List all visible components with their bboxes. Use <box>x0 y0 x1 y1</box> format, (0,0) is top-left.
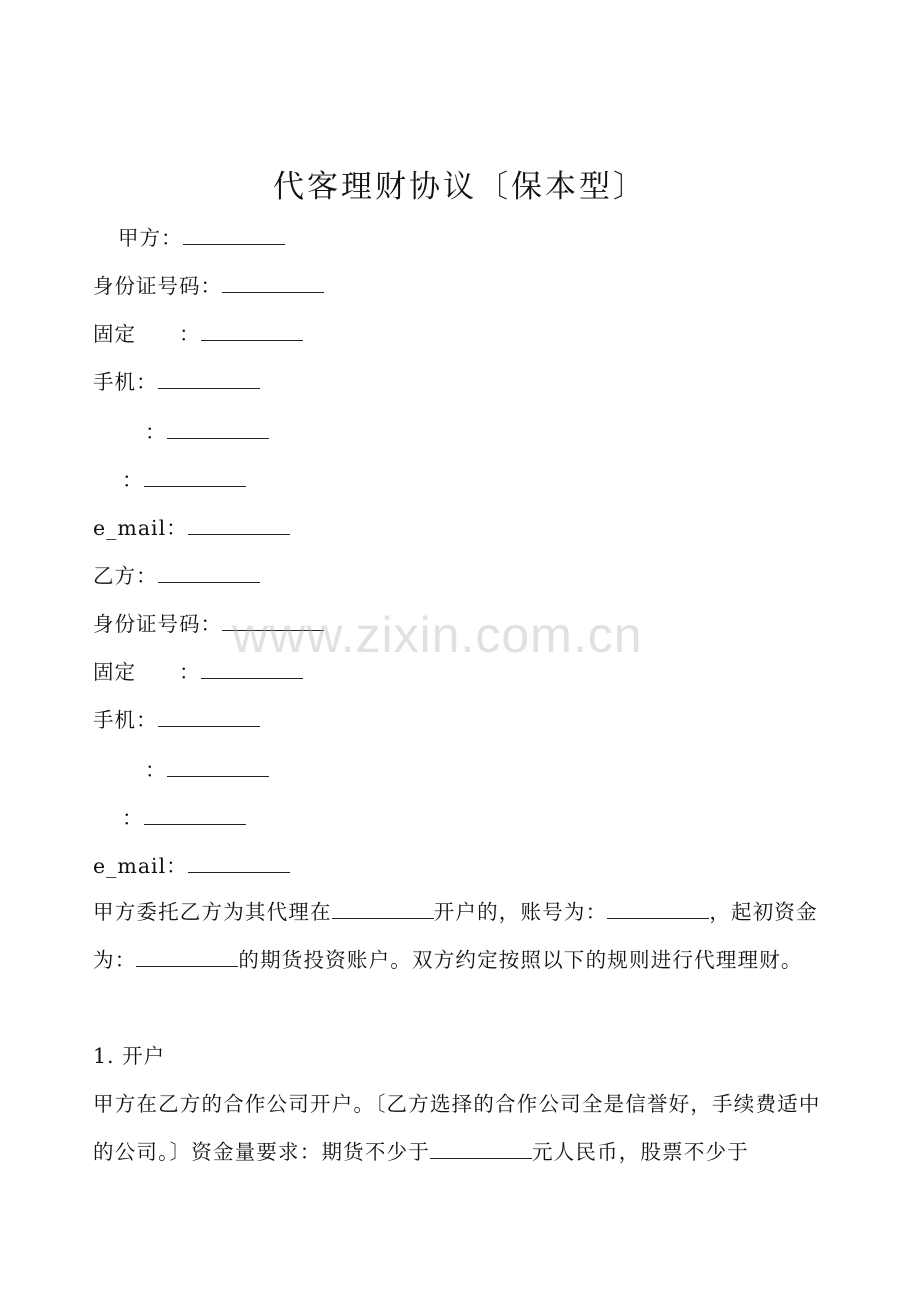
party-b-landline-blank <box>201 660 303 679</box>
section-1-paragraph <box>93 1080 833 1176</box>
section-1-text-2: 元人民币，股票不少于 <box>531 1140 749 1164</box>
party-a-landline-field <box>93 320 303 348</box>
intro-broker-blank <box>332 900 434 919</box>
section-1-text-1: 甲方在乙方的合作公司开户。〔乙方选择的合作公司全是信誉好，手续费适中的公司。〕资金量要求：期货不少于 <box>93 1092 821 1164</box>
party-a-mobile-label: 手机： <box>93 370 158 394</box>
party-b-field5-blank <box>167 758 269 777</box>
party-a-email-blank <box>188 516 290 535</box>
party-a-id-blank <box>222 274 324 293</box>
party-b-field6-label: ： <box>122 806 144 830</box>
party-b-id-label: 身份证号码： <box>93 612 222 636</box>
party-a-mobile-field <box>93 368 260 396</box>
section-1-futures-blank <box>430 1140 532 1159</box>
party-a-landline-blank <box>201 322 303 341</box>
intro-text-2: 开户的，账号为： <box>433 900 608 924</box>
party-b-id-blank <box>222 612 324 631</box>
party-b-name-field <box>93 562 260 590</box>
intro-capital-blank <box>136 948 238 967</box>
party-b-landline-label: 固定 ： <box>93 660 201 684</box>
party-b-id-field <box>93 610 324 638</box>
party-a-name-label: 甲方： <box>118 226 183 250</box>
party-a-field6-blank <box>144 468 246 487</box>
party-a-email-label: e_mail： <box>93 516 188 540</box>
party-b-field6-blank <box>144 806 246 825</box>
party-b-email-label: e_mail： <box>93 854 188 878</box>
party-b-name-blank <box>158 564 260 583</box>
party-a-mobile-blank <box>158 370 260 389</box>
party-a-field5-blank <box>167 420 269 439</box>
section-1-heading: 1. 开户 <box>93 1044 166 1068</box>
intro-text-4: 的期货投资账户。双方约定按照以下的规则进行代理理财。 <box>238 948 803 972</box>
intro-text-1: 甲方委托乙方为其代理在 <box>93 900 332 924</box>
party-b-landline-field <box>93 658 303 686</box>
party-a-field5-label: ： <box>145 420 167 444</box>
document-title: 代客理财协议〔保本型〕 <box>273 169 647 205</box>
party-a-email-field <box>93 514 290 542</box>
intro-paragraph <box>93 888 833 984</box>
party-b-mobile-label: 手机： <box>93 708 158 732</box>
party-a-field6-label: ： <box>122 468 144 492</box>
party-a-name-blank <box>183 226 285 245</box>
party-b-mobile-blank <box>158 708 260 727</box>
party-a-id-label: 身份证号码： <box>93 274 222 298</box>
watermark: www.zixin.com.cn <box>232 607 643 663</box>
party-a-field5 <box>145 418 269 446</box>
party-a-landline-label: 固定 ： <box>93 322 201 346</box>
party-b-email-blank <box>188 854 290 873</box>
party-b-mobile-field <box>93 706 260 734</box>
party-b-field6 <box>122 804 246 832</box>
party-a-name-field <box>118 224 285 252</box>
party-a-id-field <box>93 272 324 300</box>
intro-account-blank <box>607 900 709 919</box>
party-b-name-label: 乙方： <box>93 564 158 588</box>
party-b-field5-label: ： <box>145 758 167 782</box>
party-b-field5 <box>145 756 269 784</box>
party-a-field6 <box>122 466 246 494</box>
intro-text-3: ，起初资金为： <box>93 900 818 972</box>
party-b-email-field <box>93 852 290 880</box>
